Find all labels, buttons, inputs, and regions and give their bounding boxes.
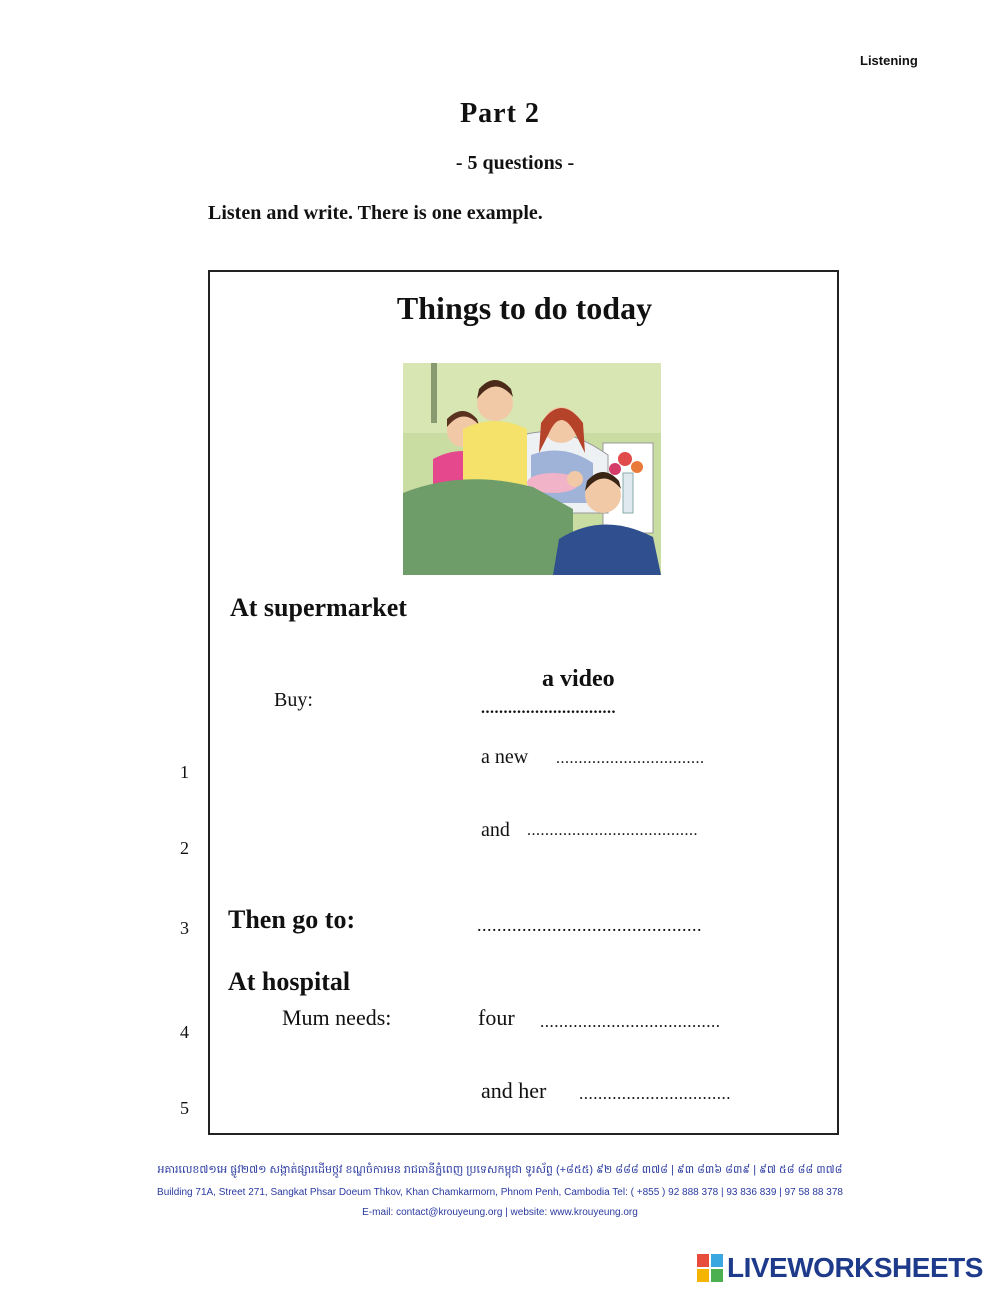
hospital-heading: At hospital xyxy=(228,967,351,996)
footer-address: Building 71A, Street 271, Sangkat Phsar Doeum Thkov, Khan Chamkarmorn, Phnom Penh, Cambodia Tel: ( +855 ) 92 888 378 | 93 836 839 | 97 58 88 378 xyxy=(157,1187,843,1198)
question-1-prefix: a new xyxy=(481,746,529,768)
question-number-5: 5 xyxy=(180,1098,189,1118)
hospital-family-illustration xyxy=(403,363,661,575)
supermarket-heading: At supermarket xyxy=(230,593,407,622)
liveworksheets-logo xyxy=(697,1252,997,1286)
footer-khmer-address: អគារលេខ៧១អេ ផ្លូវ២៧១ សង្កាត់ផ្សារដើមថ្កូវ ខណ្ឌចំការមន រាជធានីភ្នំពេញ ប្រទេសកម្ពុជា ទូរស័ព្ទ (+៨៥៥) ៩២ ៨៨៨ ៣៧៨ | ៩៣ ៨៣៦ ៨៣៩ | ៩៧ ៥៨ ៨៨ ៣៧៨ xyxy=(157,1164,843,1176)
answer-blank-3[interactable]: ............................................. xyxy=(477,915,702,935)
then-go-heading: Then go to: xyxy=(228,905,356,934)
question-5-prefix: and her xyxy=(481,1078,547,1103)
answer-blank-4[interactable]: ...................................... xyxy=(540,1012,721,1031)
section-label: Listening xyxy=(860,53,918,68)
instruction-text: Listen and write. There is one example. xyxy=(208,202,543,224)
question-number-3: 3 xyxy=(180,918,189,938)
answer-blank-1[interactable]: ................................. xyxy=(556,750,705,767)
part-title: Part 2 xyxy=(460,98,540,129)
question-2-prefix: and xyxy=(481,819,510,841)
brand-name: LIVEWORKSHEETS xyxy=(727,1252,983,1283)
answer-blank-5[interactable]: ................................ xyxy=(579,1084,731,1103)
question-number-4: 4 xyxy=(180,1022,189,1042)
answer-blank-2[interactable]: ...................................... xyxy=(527,822,698,839)
liveworksheets-logo-icon xyxy=(697,1254,725,1284)
question-number-2: 2 xyxy=(180,838,189,858)
footer-contact: E-mail: contact@krouyeung.org | website: www.krouyeung.org xyxy=(362,1207,638,1218)
buy-label: Buy: xyxy=(274,689,313,711)
mum-needs-label: Mum needs: xyxy=(282,1005,392,1030)
example-answer-line: .............................. xyxy=(481,700,616,717)
question-number-1: 1 xyxy=(180,762,189,782)
question-4-prefix: four xyxy=(478,1005,515,1030)
question-count: - 5 questions - xyxy=(455,152,575,174)
example-answer: a video xyxy=(542,666,615,692)
card-title: Things to do today xyxy=(396,290,653,326)
